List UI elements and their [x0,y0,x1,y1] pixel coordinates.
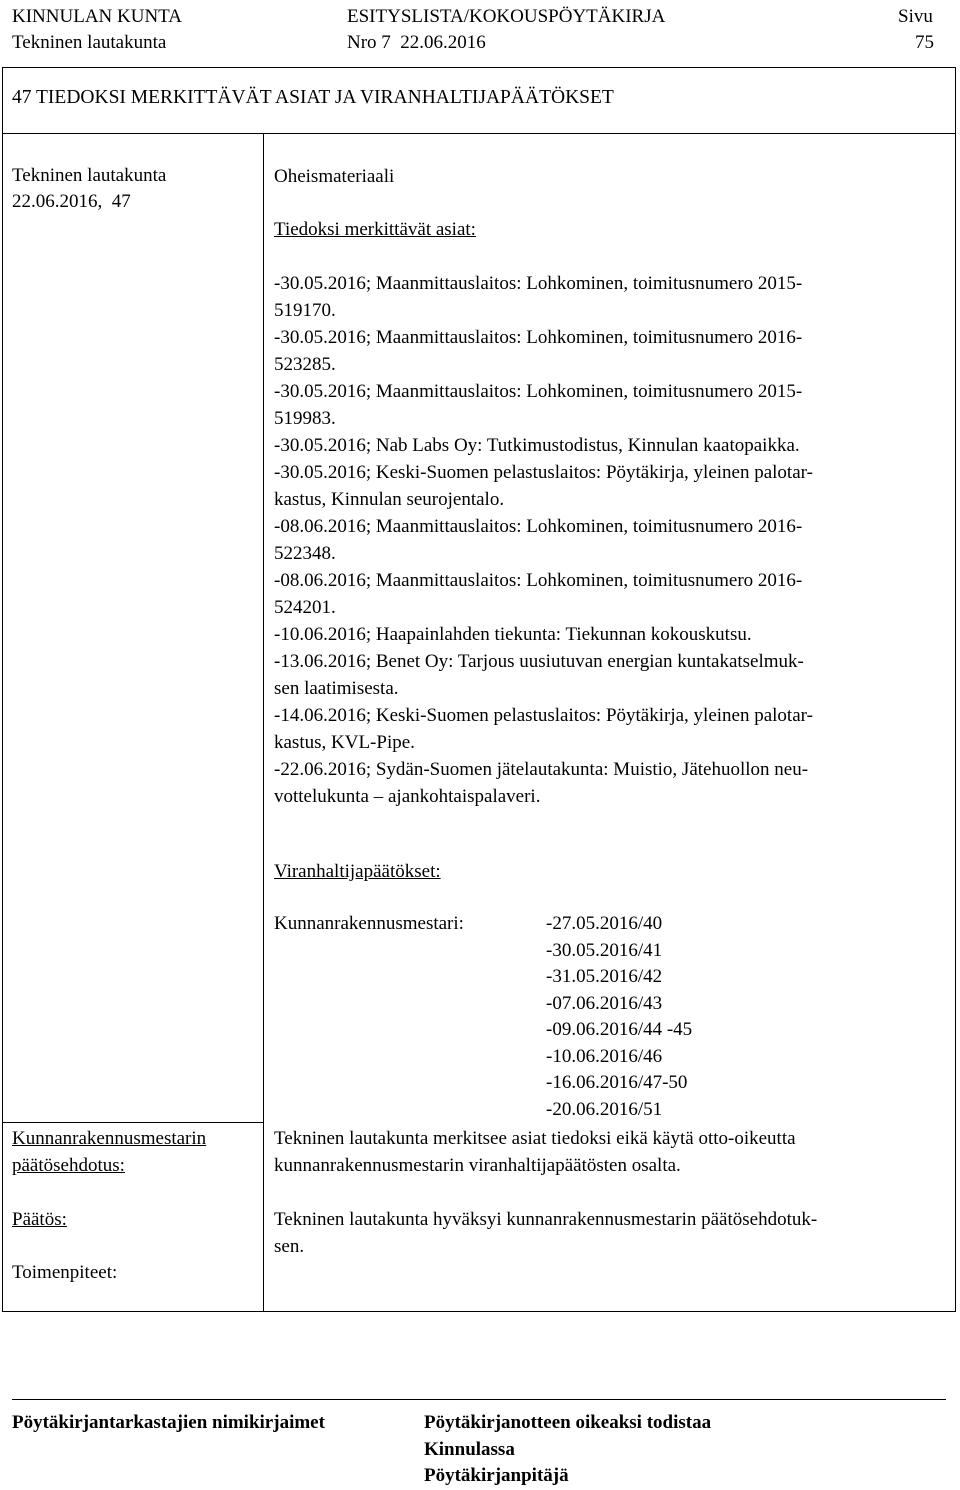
proposal-label-line2: päätösehdotus: [12,1155,125,1176]
board-name: Tekninen lautakunta [12,32,167,53]
municipality-name: KINNULAN KUNTA [12,6,182,27]
title-divider [2,133,956,134]
decisions-heading: Viranhaltijapäätökset: [274,861,441,882]
list-item: kastus, KVL-Pipe. [274,732,415,753]
column-divider [263,133,264,1312]
list-item: -30.05.2016; Maanmittauslaitos: Lohkominen, toimitusnumero 2016- [274,327,803,348]
footer-initials-label: Pöytäkirjantarkastajien nimikirjaimet [12,1412,325,1433]
proposal-text-line1: Tekninen lautakunta merkitsee asiat tiedoksi eikä käytä otto-oikeutta [274,1128,796,1149]
list-item: kastus, Kinnulan seurojentalo. [274,489,505,510]
list-item: -13.06.2016; Benet Oy: Tarjous uusiutuvan energian kuntakatselmuk- [274,651,804,672]
list-item: -10.06.2016; Haapainlahden tiekunta: Tiekunnan kokouskutsu. [274,624,752,645]
decision-dates-list [546,911,692,1123]
list-item: -30.05.2016; Keski-Suomen pelastuslaitos: Pöytäkirja, yleinen palotar- [274,462,813,483]
page-label: Sivu [898,6,933,27]
footer-secretary-label: Pöytäkirjanpitäjä [424,1465,569,1486]
decision-text-line2: sen. [274,1236,305,1257]
label-divider [2,1122,264,1123]
notices-heading: Tiedoksi merkittävät asiat: [274,219,476,240]
list-item: -31.05.2016/42 [546,966,663,987]
list-item: -16.06.2016/47-50 [546,1072,688,1093]
list-item: -09.06.2016/44 -45 [546,1019,693,1040]
meeting-reference-line1: Tekninen lautakunta [12,165,167,186]
list-item: -30.05.2016/41 [546,939,663,961]
proposal-text-line2: kunnanrakennusmestarin viranhaltijapäätösten osalta. [274,1155,681,1176]
footer-place: Kinnulassa [424,1439,515,1460]
list-item: -27.05.2016/40 [546,913,663,934]
list-item: -10.06.2016/46 [546,1045,663,1067]
attachments-label: Oheismateriaali [274,166,395,187]
decision-text-line1: Tekninen lautakunta hyväksyi kunnanrakennusmestarin päätösehdotuk- [274,1209,818,1230]
meeting-info: Nro 7 22.06.2016 [347,32,486,53]
list-item: -22.06.2016; Sydän-Suomen jätelautakunta: Muistio, Jätehuollon neu- [274,759,809,780]
list-item: vottelukunta – ajankohtaispalaveri. [274,786,541,807]
list-item: 522348. [274,543,336,564]
list-item: -08.06.2016; Maanmittauslaitos: Lohkominen, toimitusnumero 2016- [274,570,803,591]
document-type: ESITYSLISTA/KOKOUSPÖYTÄKIRJA [347,6,666,27]
list-item: -30.05.2016; Maanmittauslaitos: Lohkominen, toimitusnumero 2015- [274,381,803,402]
section-title: 47 TIEDOKSI MERKITTÄVÄT ASIAT JA VIRANHALTIJAPÄÄTÖKSET [12,87,614,108]
list-item: sen laatimisesta. [274,678,399,699]
proposal-label-line1: Kunnanrakennusmestarin [12,1128,207,1149]
page-number: 75 [915,32,934,53]
list-item: -20.06.2016/51 [546,1098,663,1120]
footer-certification-label: Pöytäkirjanotteen oikeaksi todistaa [424,1412,712,1433]
list-item: -30.05.2016; Maanmittauslaitos: Lohkominen, toimitusnumero 2015- [274,273,803,294]
actions-label: Toimenpiteet: [12,1262,118,1283]
list-item: 519983. [274,408,336,429]
list-item: 523285. [274,354,336,375]
decisions-official: Kunnanrakennusmestari: [274,913,464,934]
list-item: -08.06.2016; Maanmittauslaitos: Lohkominen, toimitusnumero 2016- [274,516,803,537]
list-item: 524201. [274,597,336,618]
notices-list [274,270,944,810]
meeting-reference-line2: 22.06.2016, 47 [12,191,131,212]
list-item: -07.06.2016/43 [546,992,663,1014]
list-item: 519170. [274,300,336,321]
list-item: -30.05.2016; Nab Labs Oy: Tutkimustodistus, Kinnulan kaatopaikka. [274,435,800,456]
decision-label: Päätös: [12,1209,67,1230]
footer-divider [12,1399,946,1400]
list-item: -14.06.2016; Keski-Suomen pelastuslaitos: Pöytäkirja, yleinen palotar- [274,705,813,726]
